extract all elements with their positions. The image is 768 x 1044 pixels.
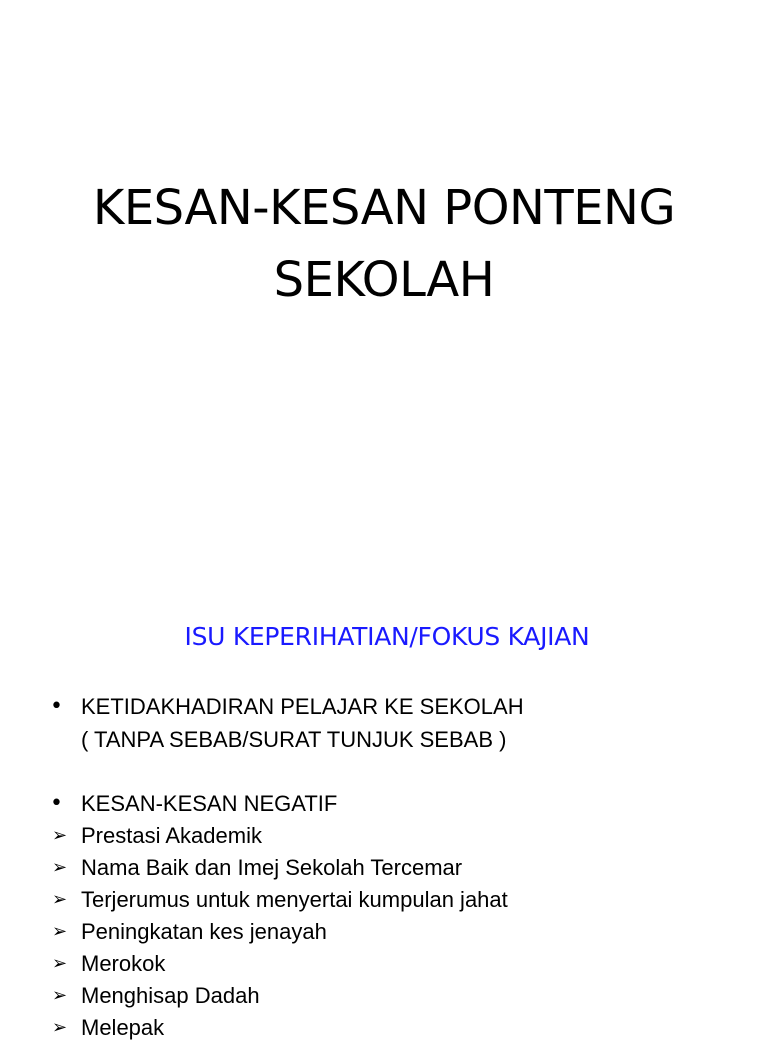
list-item-text: Nama Baik dan Imej Sekolah Tercemar [81,855,463,880]
arrow-bullet-icon: ➢ [52,1017,68,1038]
list-item-text: Merokok [81,951,166,976]
arrow-bullet-icon: ➢ [52,889,68,910]
list-item-text: ( TANPA SEBAB/SURAT TUNJUK SEBAB ) [81,727,507,752]
list-item-text: Melepak [81,1015,165,1040]
bullet-icon: • [50,791,63,816]
list-item-text: Menghisap Dadah [81,983,260,1008]
slide-title-line-1: KESAN-KESAN PONTENG [92,180,676,236]
list-item-text: Prestasi Akademik [81,823,262,848]
slide-title-line-2: SEKOLAH [273,252,495,308]
arrow-bullet-icon: ➢ [52,985,68,1006]
bullet-icon: • [50,694,63,719]
arrow-bullet-icon: ➢ [52,825,68,846]
arrow-bullet-icon: ➢ [52,953,68,974]
section-heading: ISU KEPERIHATIAN/FOKUS KAJIAN [184,622,590,651]
slide-title [0,172,768,316]
list-item-text: KETIDAKHADIRAN PELAJAR KE SEKOLAH [81,694,524,719]
list-item-text: Terjerumus untuk menyertai kumpulan jahat [81,887,508,912]
arrow-bullet-icon: ➢ [52,921,68,942]
list-item-text: KESAN-KESAN NEGATIF [81,791,338,816]
arrow-bullet-icon: ➢ [52,857,68,878]
list-item-text: Peningkatan kes jenayah [81,919,327,944]
